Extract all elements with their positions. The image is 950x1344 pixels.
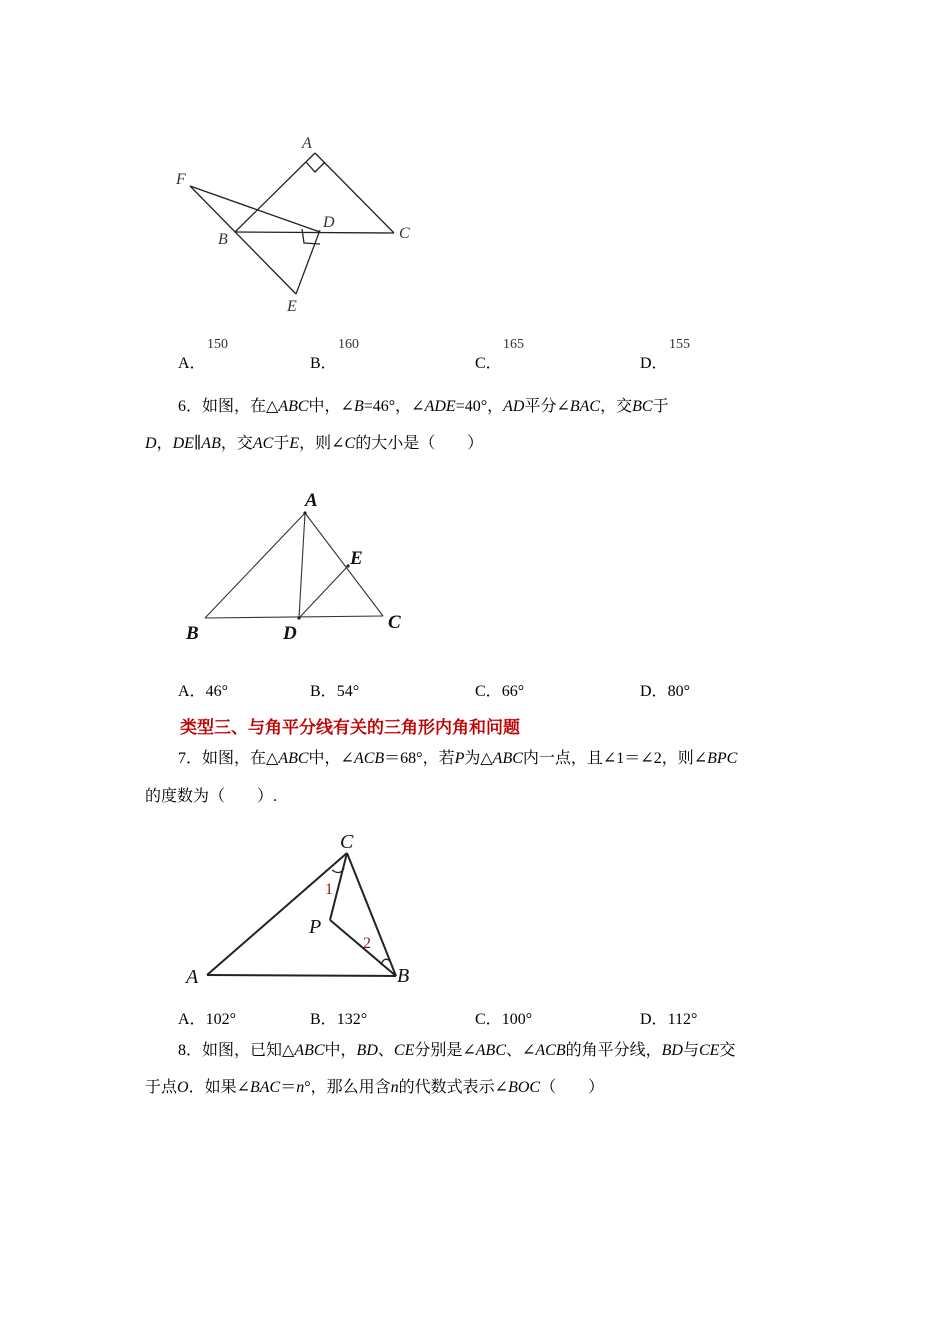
option-letter: B． — [310, 683, 337, 700]
q6-text: =40°， — [455, 398, 504, 415]
q8-text: n — [390, 1079, 399, 1096]
q6-fig-label-C: C — [388, 612, 401, 633]
q8-text: ABC — [294, 1042, 325, 1059]
q7-option-b — [310, 1006, 367, 1029]
option-c-value: 165 — [503, 337, 524, 352]
q6-text: DE — [172, 435, 194, 452]
q8-text: n — [296, 1079, 305, 1096]
q8-text: 于点 — [145, 1079, 178, 1096]
q6-fig-label-D: D — [283, 623, 297, 644]
q6-option-d — [640, 678, 690, 701]
q7-text: ACB — [353, 750, 385, 767]
q7-fig-angle-2: 2 — [363, 935, 371, 952]
q6-text: 平分∠ — [524, 398, 570, 415]
q6-text: 于 — [273, 435, 290, 452]
q6-text: 6．如图，在△ — [178, 398, 279, 415]
fig1-label-A: A — [302, 135, 312, 152]
option-letter: D． — [640, 683, 668, 700]
q7-text: BPC — [707, 750, 738, 767]
q7-option-d — [640, 1006, 697, 1029]
option-a-value: 150 — [207, 337, 228, 352]
q7-fig-label-B: B — [397, 965, 410, 987]
q7-text: 中，∠ — [308, 750, 354, 767]
option-letter: C． — [475, 683, 502, 700]
option-value: 80° — [667, 683, 690, 700]
q8-text: 、∠ — [505, 1042, 536, 1059]
q8-text: 、 — [377, 1042, 394, 1059]
q7-line-1 — [178, 749, 737, 769]
option-letter: B． — [310, 1011, 337, 1028]
q6-text: 中，∠ — [308, 398, 354, 415]
q8-text: BD — [356, 1042, 378, 1059]
q8-text: CE — [393, 1042, 415, 1059]
q7-line-2: 的度数为（ ）. — [145, 788, 278, 805]
q6-text: BC — [632, 398, 653, 415]
q8-text: 分别是∠ — [414, 1042, 476, 1059]
option-value: 54° — [336, 683, 360, 700]
q8-text: 的角平分线， — [565, 1042, 662, 1059]
q6-line-1 — [178, 397, 669, 417]
option-letter: A． — [178, 683, 206, 700]
q6-fig-label-B: B — [186, 623, 199, 644]
q6-fig-label-E: E — [350, 548, 363, 569]
q6-text: ∥ — [193, 435, 202, 452]
section-heading: 类型三、与角平分线有关的三角形内角和问题 — [180, 718, 520, 737]
q8-text: ．如果∠ — [188, 1079, 250, 1096]
q8-text: 交 — [719, 1042, 736, 1059]
q6-text: C — [344, 435, 356, 452]
q8-text: °，那么用含 — [304, 1079, 391, 1096]
option-value: 132° — [336, 1011, 368, 1028]
option-b-letter: B． — [310, 355, 337, 372]
q7-option-c — [475, 1006, 532, 1029]
option-letter: C． — [475, 1011, 502, 1028]
option-value: 100° — [501, 1011, 533, 1028]
q6-text: B — [353, 398, 364, 415]
q7-figure — [0, 820, 950, 995]
q6-text: ，交 — [600, 398, 633, 415]
q8-text: （ ） — [540, 1079, 605, 1096]
q8-text: ACB — [535, 1042, 566, 1059]
q8-text: ＝ — [280, 1079, 297, 1096]
q6-line-2 — [145, 434, 483, 454]
q8-text: BD — [661, 1042, 683, 1059]
q7-text: 7．如图，在△ — [178, 750, 279, 767]
fig1-label-B: B — [218, 231, 228, 248]
q6-text: AB — [201, 435, 221, 452]
option-b-value: 160 — [338, 337, 359, 352]
q6-text: BAC — [569, 398, 601, 415]
q7-text: ABC — [492, 750, 523, 767]
figure-1-diagram — [0, 0, 950, 330]
q6-text: D — [145, 435, 157, 452]
q8-text: 的代数式表示∠ — [398, 1079, 509, 1096]
q6-text: =46°，∠ — [363, 398, 425, 415]
q8-text: BOC — [508, 1079, 541, 1096]
fig1-label-F: F — [176, 171, 186, 188]
q7-fig-angle-1: 1 — [325, 881, 333, 898]
q8-text: CE — [698, 1042, 720, 1059]
q6-option-b — [310, 678, 359, 701]
option-d-letter: D． — [640, 355, 668, 372]
fig1-label-E: E — [287, 298, 297, 315]
option-c-letter: C． — [475, 355, 502, 372]
option-value: 102° — [205, 1011, 236, 1028]
q6-text: ，则∠ — [299, 435, 345, 452]
q8-text: 8．如图，已知△ — [178, 1042, 295, 1059]
q7-text: P — [454, 750, 465, 767]
q8-text: BAC — [250, 1079, 281, 1096]
q8-text: ABC — [475, 1042, 506, 1059]
q8-text: O — [177, 1079, 189, 1096]
q6-text: E — [289, 435, 300, 452]
q8-text: 中， — [324, 1042, 357, 1059]
q8-line-2 — [145, 1078, 604, 1098]
q7-text: 为△ — [464, 750, 493, 767]
q7-option-a — [178, 1006, 236, 1029]
q6-fig-label-A: A — [305, 490, 318, 511]
q6-text: 于 — [652, 398, 669, 415]
q8-text: 与 — [682, 1042, 699, 1059]
q6-text: ABC — [278, 398, 309, 415]
q6-option-c — [475, 678, 524, 701]
q7-fig-label-P: P — [309, 916, 322, 938]
q6-figure — [0, 470, 950, 650]
fig1-label-D: D — [323, 214, 335, 231]
q8-line-1 — [178, 1041, 735, 1061]
q7-text: ABC — [278, 750, 309, 767]
option-a-letter: A． — [178, 355, 206, 372]
q7-text: 内一点，且∠1＝∠2，则∠ — [522, 750, 708, 767]
q6-text: ADE — [424, 398, 456, 415]
option-letter: A． — [178, 1011, 206, 1028]
fig1-label-C: C — [399, 225, 410, 242]
q6-option-a — [178, 678, 228, 701]
option-letter: D． — [640, 1011, 668, 1028]
q7-text: ＝68°，若 — [384, 750, 455, 767]
option-value: 46° — [205, 683, 228, 700]
option-value: 112° — [667, 1011, 698, 1028]
q6-text: AC — [252, 435, 274, 452]
q7-fig-label-A: A — [186, 966, 199, 988]
option-value: 66° — [501, 683, 525, 700]
q6-text: ， — [156, 435, 173, 452]
q6-text: 的大小是（ ） — [355, 435, 484, 452]
q7-fig-label-C: C — [340, 831, 354, 853]
q6-text: ，交 — [220, 435, 253, 452]
option-d-value: 155 — [669, 337, 690, 352]
q6-text: AD — [503, 398, 525, 415]
